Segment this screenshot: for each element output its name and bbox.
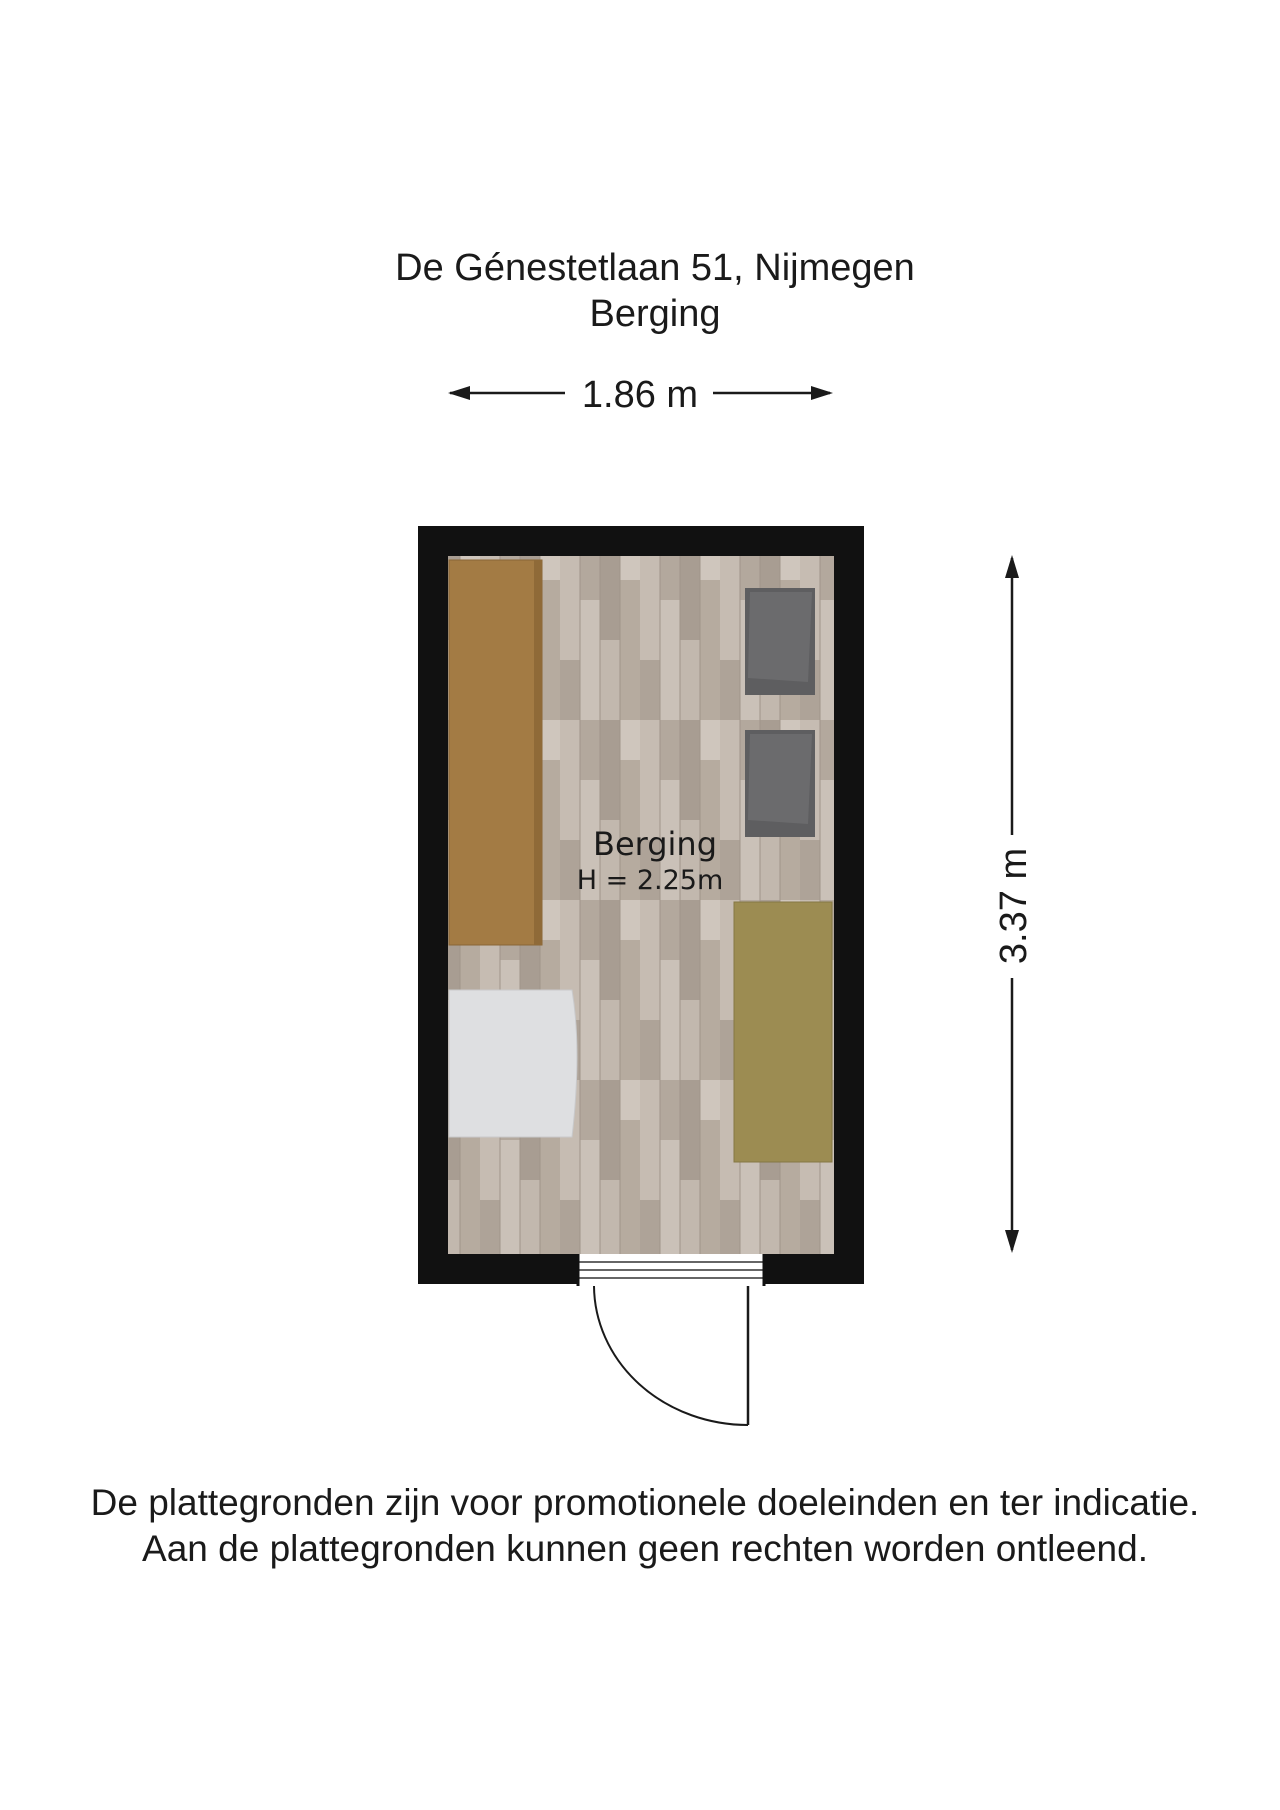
cabinet-right: [734, 902, 832, 1162]
bin-bottom-lid: [748, 734, 812, 824]
disclaimer-line-2: Aan de plattegronden kunnen geen rechten worden ontleend.: [142, 1528, 1148, 1569]
shelf-left-edge: [534, 560, 542, 945]
appliance-white: [449, 990, 577, 1137]
shelf-left: [449, 560, 542, 945]
height-dimension: [993, 555, 1035, 1253]
room-name: Berging: [592, 825, 718, 863]
room-ceiling-height: H = 2.25m: [576, 865, 724, 896]
disclaimer-line-1: De plattegronden zijn voor promotionele doeleinden en ter indicatie.: [90, 1482, 1200, 1523]
bin-top-lid: [748, 592, 812, 682]
floor-title: Berging: [589, 293, 721, 335]
width-label: 1.86 m: [581, 374, 699, 416]
door-swing: [594, 1286, 748, 1425]
address-title: De Génestetlaan 51, Nijmegen: [395, 247, 915, 289]
width-dimension: [448, 374, 833, 416]
height-label: 3.37 m: [993, 847, 1035, 965]
disclaimer: [0, 1480, 1280, 1572]
